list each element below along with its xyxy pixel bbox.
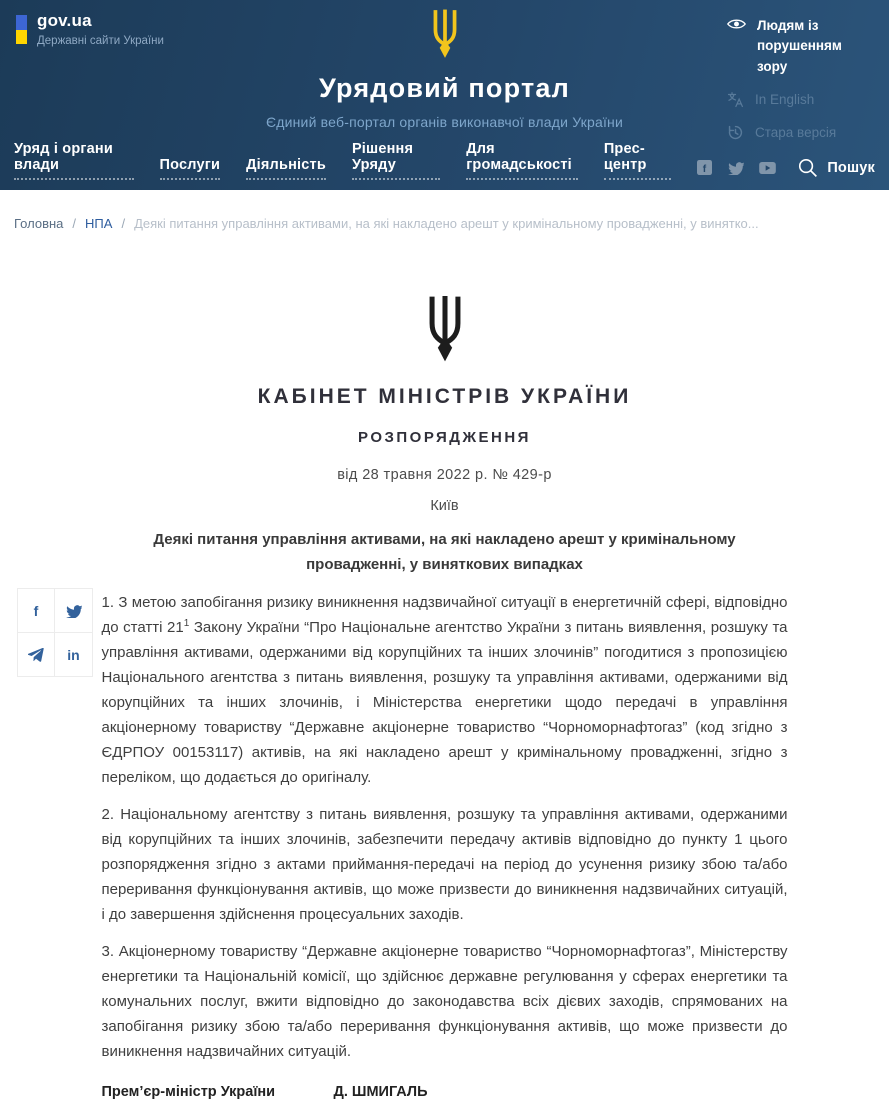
header-utilities xyxy=(727,16,869,156)
portal-brand[interactable] xyxy=(185,8,705,130)
document-date-number: від 28 травня 2022 р. № 429-р xyxy=(337,467,552,483)
trident-icon xyxy=(422,291,468,367)
old-version-label: Стара версія xyxy=(755,125,837,140)
nav-item-decisions[interactable]: Рішення Уряду xyxy=(352,141,440,180)
language-link[interactable] xyxy=(727,90,869,110)
share-telegram-button[interactable] xyxy=(17,632,55,677)
svg-text:f: f xyxy=(703,163,707,175)
paragraph-1-text: Закону України “Про Національне агентство України з питань виявлення, розшуку та управління активами, одержаними від корупційних та інших злочинів” погодитися з пропозицією Національного агентства з питань виявлення, розшуку та управління активами, одержаними від корупційних та інших злочинів, і Міністерства енергетики щодо передачі в управління акціонерному товариству “Державне акціонерне товариство “Чорноморнафтогаз” (код згідно з ЄДРПОУ 00153117) активів, на які накладено арешт у кримінальному провадженні, згідно з переліком, що додається до оригіналу. xyxy=(101,618,788,786)
main-content xyxy=(0,190,889,1108)
share-buttons xyxy=(17,588,93,677)
nav-right-cluster xyxy=(697,157,875,180)
ukraine-flag-icon xyxy=(16,15,27,44)
share-linkedin-button[interactable] xyxy=(54,632,93,677)
search-button[interactable] xyxy=(797,157,875,178)
linkedin-icon: in xyxy=(67,646,80,663)
decree-document xyxy=(102,291,788,1108)
paragraph-3: 3. Акціонерному товариству “Державне акціонерне товариство “Чорноморнафтогаз”, Міністерству енергетики та Національній комісії, що здійснює державне регулювання у сферах енергетики та комунальних послуг, вжити відповідно до законодавства всіх дієвих заходів, спрямованих на запобігання ризику збою та/або переривання функціонування активів, що може призвести до виникнення надзвичайних ситуацій. xyxy=(101,942,788,1060)
twitter-icon xyxy=(65,604,82,618)
breadcrumb-npa[interactable]: НПА xyxy=(85,216,113,231)
breadcrumb-separator: / xyxy=(121,216,126,231)
nav-item-services[interactable]: Послуги xyxy=(160,157,221,180)
nav-item-activity[interactable]: Діяльність xyxy=(246,157,326,180)
language-label: In English xyxy=(755,91,815,107)
document-organization: КАБІНЕТ МІНІСТРІВ УКРАЇНИ xyxy=(257,385,632,408)
twitter-icon[interactable] xyxy=(727,161,744,175)
share-facebook-button[interactable] xyxy=(17,588,55,633)
breadcrumb-separator: / xyxy=(72,216,77,231)
govua-subtitle: Державні сайти України xyxy=(37,35,164,47)
breadcrumb-current: Деякі питання управління активами, на які накладено арешт у кримінальному провадженні, у винятко... xyxy=(134,216,759,231)
document-city: Київ xyxy=(430,498,459,514)
signer-role: Прем’єр-міністр України xyxy=(101,1083,276,1100)
nav-item-press[interactable]: Прес-центр xyxy=(604,141,672,180)
signer-name: Д. ШМИГАЛЬ xyxy=(333,1083,428,1100)
portal-subtitle: Єдиний веб-портал органів виконавчої влади України xyxy=(265,114,624,130)
share-twitter-button[interactable] xyxy=(54,588,93,633)
history-icon xyxy=(727,124,744,141)
flag-yellow-stripe xyxy=(16,30,27,45)
footnote-superscript: 1 xyxy=(183,617,190,629)
nav-item-government[interactable]: Уряд і органи влади xyxy=(14,141,134,180)
breadcrumb-home[interactable]: Головна xyxy=(14,216,64,231)
nav-item-public[interactable]: Для громадськості xyxy=(466,141,578,180)
site-header xyxy=(0,0,889,190)
accessibility-link[interactable] xyxy=(727,16,869,77)
portal-title: Урядовий портал xyxy=(319,73,570,103)
eye-icon xyxy=(727,17,746,31)
search-icon xyxy=(797,157,818,178)
govua-logo[interactable] xyxy=(16,11,164,47)
translate-icon xyxy=(727,91,744,108)
flag-blue-stripe xyxy=(16,15,27,30)
paragraph-2: 2. Національному агентству з питань виявлення, розшуку та управління активами, одержаними від корупційних та інших злочинів, забезпечити передачу активів відповідно до пункту 1 цього розпорядження згідно з актами приймання-передачі на період до усунення ризику збою та/або переривання функціонування активів, що може призвести до виникнення надзвичайних ситуацій, і до завершення здійснення процесуальних заходів. xyxy=(101,805,788,923)
paragraph-1 xyxy=(102,590,788,790)
facebook-icon: f xyxy=(33,602,39,619)
search-label: Пошук xyxy=(827,159,875,176)
breadcrumb xyxy=(0,190,889,231)
trident-icon xyxy=(428,8,462,60)
facebook-icon[interactable] xyxy=(697,160,712,175)
document-title: Деякі питання управління активами, на які накладено арешт у кримінальному провадженні, у виняткових випадках xyxy=(153,531,736,573)
accessibility-label: Людям із порушенням зору xyxy=(757,18,842,74)
telegram-icon xyxy=(28,648,44,662)
main-nav xyxy=(0,141,889,180)
youtube-icon[interactable] xyxy=(759,162,776,174)
document-type: РОЗПОРЯДЖЕННЯ xyxy=(358,429,531,446)
govua-title: gov.ua xyxy=(37,11,92,30)
signature-block xyxy=(102,1084,788,1108)
paragraph-1-text: 1. З метою запобігання ризику виникнення надзвичайної ситуації в енергетичній сфері, відповідно до статті 21 xyxy=(101,593,788,636)
